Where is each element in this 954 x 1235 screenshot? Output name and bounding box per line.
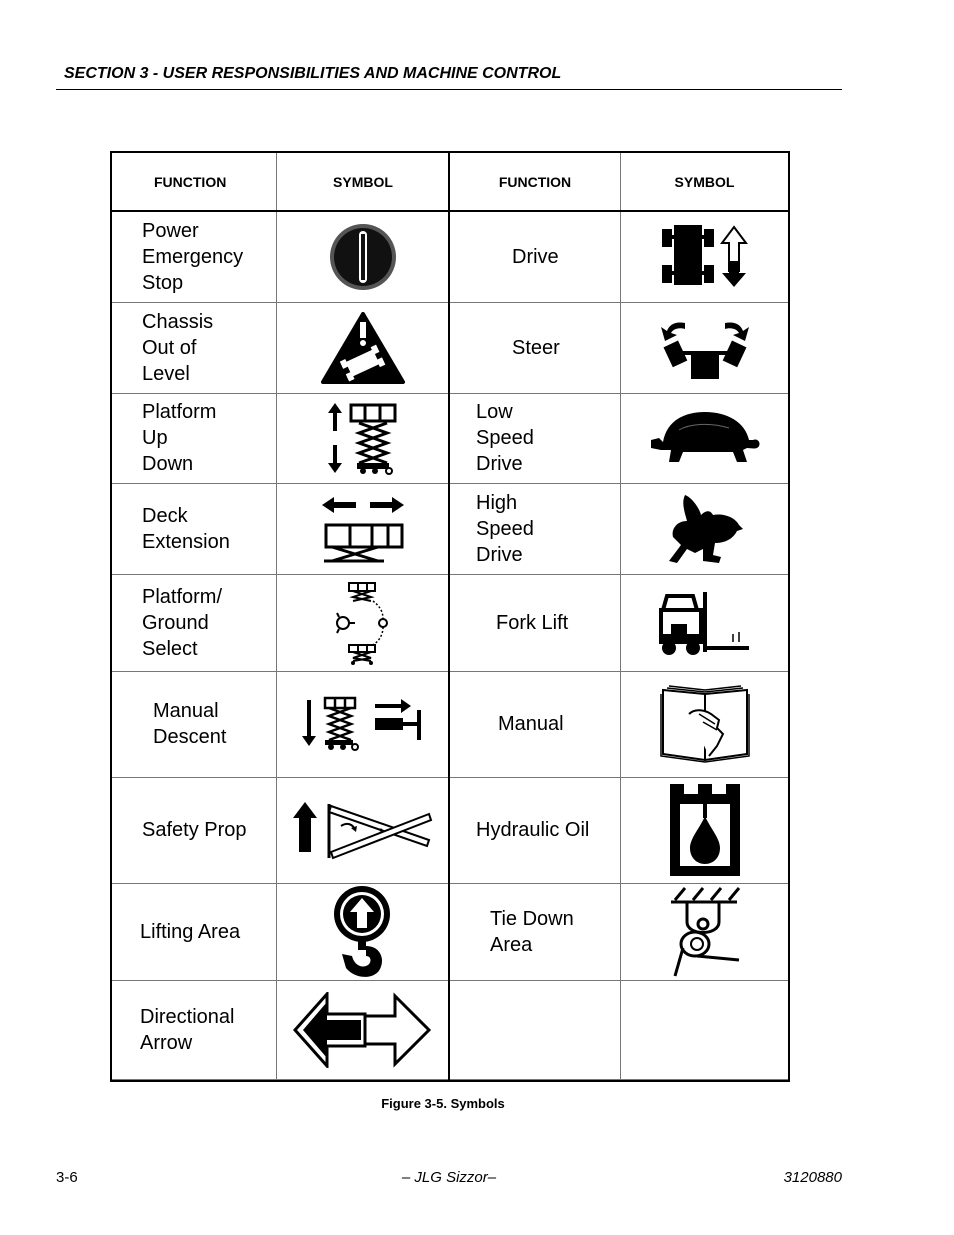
steer-icon xyxy=(659,315,751,381)
drive-icon xyxy=(660,225,750,289)
turtle-icon xyxy=(649,410,761,466)
document-number: 3120880 xyxy=(783,1169,842,1186)
function-label: Fork Lift xyxy=(450,574,621,671)
function-label: Manual Descent xyxy=(112,671,277,777)
column-header-symbol: SYMBOL xyxy=(277,153,450,212)
footer-title: – JLG Sizzor– xyxy=(401,1169,497,1186)
power-emergency-stop-icon xyxy=(328,222,398,292)
table-row xyxy=(112,671,789,777)
deck-extension-icon xyxy=(320,495,406,563)
function-label xyxy=(450,980,621,1079)
table-header-row xyxy=(112,153,789,212)
column-header-function: FUNCTION xyxy=(450,153,621,212)
function-label: Hydraulic Oil xyxy=(450,777,621,883)
table-row xyxy=(112,483,789,574)
chassis-out-of-level-icon xyxy=(321,312,405,384)
table-row xyxy=(112,883,789,980)
platform-ground-select-icon xyxy=(333,581,393,665)
function-label: High Speed Drive xyxy=(450,483,621,574)
function-label: Safety Prop xyxy=(112,777,277,883)
table-row xyxy=(112,980,789,1079)
function-label: Manual xyxy=(450,671,621,777)
directional-arrow-icon xyxy=(293,992,433,1068)
table-row xyxy=(112,777,789,883)
table-row xyxy=(112,302,789,393)
symbols-table xyxy=(111,152,789,1080)
platform-up-down-icon xyxy=(325,401,401,475)
function-label: Drive xyxy=(450,211,621,302)
function-label: Lifting Area xyxy=(112,883,277,980)
function-label: Low Speed Drive xyxy=(450,393,621,483)
function-label: Chassis Out of Level xyxy=(112,302,277,393)
function-label: Power Emergency Stop xyxy=(112,211,277,302)
header-rule xyxy=(56,89,842,90)
table-row xyxy=(112,574,789,671)
column-header-function: FUNCTION xyxy=(112,153,277,212)
function-label: Deck Extension xyxy=(112,483,277,574)
column-header-symbol: SYMBOL xyxy=(621,153,789,212)
manual-descent-icon xyxy=(301,696,425,752)
table-row xyxy=(112,211,789,302)
page-number: 3-6 xyxy=(56,1169,78,1186)
forklift-icon xyxy=(659,590,751,656)
lifting-hook-icon xyxy=(332,884,394,980)
tie-down-icon xyxy=(667,886,743,978)
table-row xyxy=(112,393,789,483)
safety-prop-icon xyxy=(293,800,433,860)
figure-caption: Figure 3-5. Symbols xyxy=(381,1096,505,1111)
function-label: Directional Arrow xyxy=(112,980,277,1079)
rabbit-icon xyxy=(665,493,745,565)
function-label: Steer xyxy=(450,302,621,393)
manual-book-icon xyxy=(659,684,751,764)
function-label: Tie Down Area xyxy=(450,883,621,980)
function-label: Platform/ Ground Select xyxy=(112,574,277,671)
function-label: Platform Up Down xyxy=(112,393,277,483)
hydraulic-oil-icon xyxy=(668,782,742,878)
section-header: SECTION 3 - USER RESPONSIBILITIES AND MACHINE CONTROL xyxy=(64,65,562,82)
